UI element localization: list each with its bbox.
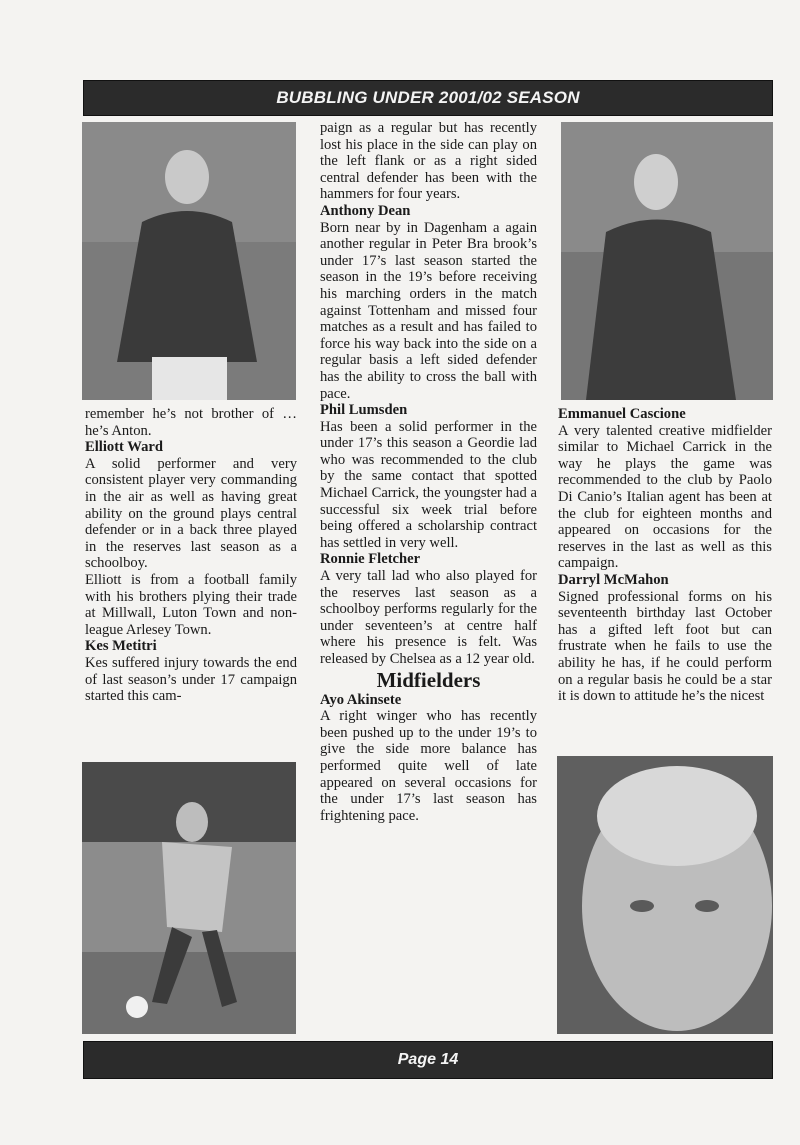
player-bio-ayo-akinsete: A right winger who has recently been pushed up to the under 19’s to give the side more balance has performed quite well of late appeared on several occasions for the under 17’s last season has frightening pace. <box>320 708 537 824</box>
page-header-bar <box>83 80 773 116</box>
player-action-photo <box>82 762 296 1034</box>
player-portrait-photo <box>82 122 296 400</box>
player-name-ronnie-fletcher: Ronnie Fletcher <box>320 551 421 568</box>
player-bio-elliott-ward-2: Elliott is from a football family with his brothers plying their trade at Millwall, Luton Town and non-league Arlesey Town. <box>85 571 297 638</box>
player-name-kes-metitri: Kes Metitri <box>85 638 157 655</box>
section-title-midfielders: Midfielders <box>376 667 481 692</box>
player-bio-emmanuel-cascione: A very talented creative midfielder similar to Michael Carrick in the way he plays the game was recommended to the club by Paolo Di Canio’s Italian agent has been at the club for eighteen months and appeared on occasions for the reserves in the last as well as this campaign. <box>558 422 772 572</box>
player-bio-kes-metitri: Kes suffered injury towards the end of last season’s under 17 campaign started this cam- <box>85 654 297 705</box>
player-name-elliott-ward: Elliott Ward <box>85 439 163 456</box>
player-name-anthony-dean: Anthony Dean <box>320 202 411 219</box>
player-name-ayo-akinsete: Ayo Akinsete <box>320 691 402 708</box>
player-headshot-photo <box>557 756 773 1034</box>
player-name-phil-lumsden: Phil Lumsden <box>320 402 408 419</box>
player-bio-anthony-dean: Born near by in Dagenham a again another regular in Peter Bra brook’s under 17’s last season started the season in the 19’s before receiving his marching orders in the match against Tottenham and missed four matches as a result and has failed to force his way back into the side on a regular basis a left sided defender has the ability to cross the ball with pace. <box>320 219 537 402</box>
column-middle-text <box>320 120 537 824</box>
player-bio-kes-metitri-cont: paign as a regular but has recently lost his place in the side can play on the left flank or as a right sided central defender has been with the hammers for four years. <box>320 120 537 203</box>
player-name-emmanuel-cascione: Emmanuel Cascione <box>558 406 686 422</box>
player-name-darryl-mcmahon: Darryl McMahon <box>558 571 669 588</box>
page-footer-bar <box>83 1041 773 1079</box>
player-bio-elliott-ward: A solid performer and very consistent player very commanding in the air as well as having great ability on the ground plays central defender or in a back three played in the reserves last season as a schoolboy. <box>85 455 297 572</box>
player-bio-phil-lumsden: Has been a solid performer in the under 17’s this season a Geordie lad who was recommended to the club by the same contact that spotted Michael Carrick, the youngster had a successful six week trial before being offered a scholarship contract has settled in very well. <box>320 418 537 551</box>
player-portrait-photo-2 <box>561 122 773 400</box>
page-number: Page 14 <box>397 1051 459 1068</box>
page-header-title: BUBBLING UNDER 2001/02 SEASON <box>276 88 580 107</box>
column-left-text <box>85 406 297 705</box>
player-bio-ronnie-fletcher: A very tall lad who also played for the reserves last season as a schoolboy performs regularly for the under seventeen’s at centre half where his presence is felt. Was released by Chelsea as a 12 year old. <box>320 568 537 667</box>
column-right-text <box>558 406 772 705</box>
intro-text: remember he’s not brother of … he’s Anton. <box>85 406 297 439</box>
player-bio-darryl-mcmahon: Signed professional forms on his seventeenth birthday last October has a gifted left foot but can frustrate when he fails to use the ability he has, if he could perform on a regular basis he could be a star it is down to attitude he’s the nicest <box>558 588 772 705</box>
